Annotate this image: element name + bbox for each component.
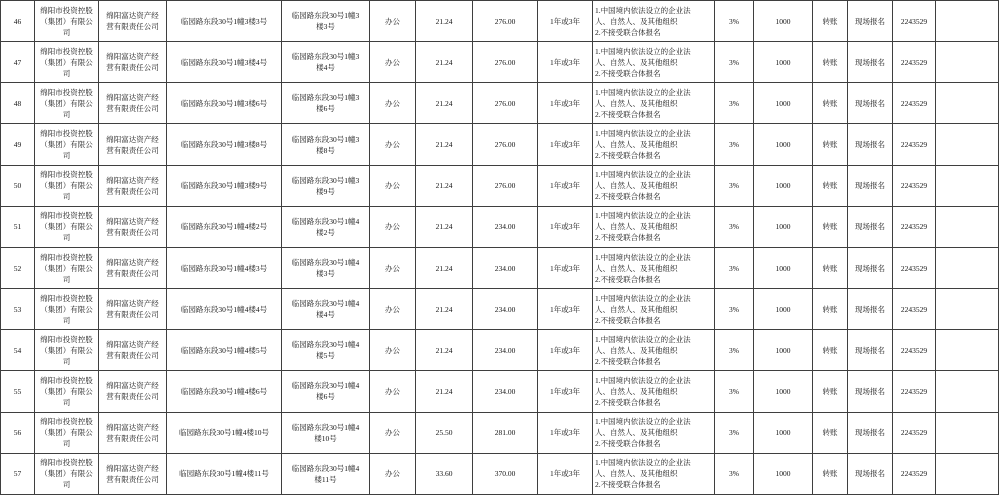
cell-registration: 现场报名 xyxy=(848,165,893,206)
cell-owner: 绵阳市投资控股 （集团）有限公司 xyxy=(35,453,99,494)
cell-deposit-amount: 1000 xyxy=(754,330,813,371)
cell-address-short: 临园路东段30号1幢3 楼6号 xyxy=(282,83,370,124)
cell-price: 234.00 xyxy=(473,330,538,371)
cell-area: 21.24 xyxy=(416,247,473,288)
cell-registration: 现场报名 xyxy=(848,289,893,330)
cell-term: 1年或3年 xyxy=(538,42,593,83)
cell-registration: 现场报名 xyxy=(848,371,893,412)
cell-owner: 绵阳市投资控股 （集团）有限公司 xyxy=(35,1,99,42)
cell-payment-method: 转账 xyxy=(813,371,848,412)
cell-deposit-amount: 1000 xyxy=(754,124,813,165)
cell-use-type: 办公 xyxy=(370,412,416,453)
cell-owner: 绵阳市投资控股 （集团）有限公司 xyxy=(35,247,99,288)
cell-address-short: 临园路东段30号1幢3 楼3号 xyxy=(282,1,370,42)
cell-use-type: 办公 xyxy=(370,165,416,206)
cell-term: 1年或3年 xyxy=(538,1,593,42)
cell-price: 276.00 xyxy=(473,83,538,124)
cell-deposit-amount: 1000 xyxy=(754,453,813,494)
cell-contact: 2243529 xyxy=(893,453,936,494)
cell-seq: 52 xyxy=(1,247,35,288)
cell-price: 234.00 xyxy=(473,371,538,412)
cell-registration: 现场报名 xyxy=(848,1,893,42)
cell-term: 1年或3年 xyxy=(538,165,593,206)
table-row xyxy=(1,124,999,165)
cell-remark xyxy=(936,1,999,42)
cell-address-short: 临园路东段30号1幢4 楼10号 xyxy=(282,412,370,453)
cell-area: 25.50 xyxy=(416,412,473,453)
cell-address-short: 临园路东段30号1幢3 楼4号 xyxy=(282,42,370,83)
cell-term: 1年或3年 xyxy=(538,412,593,453)
cell-seq: 51 xyxy=(1,206,35,247)
cell-term: 1年或3年 xyxy=(538,289,593,330)
cell-use-type: 办公 xyxy=(370,247,416,288)
cell-owner: 绵阳市投资控股 （集团）有限公司 xyxy=(35,330,99,371)
table-row xyxy=(1,453,999,494)
cell-eligibility: 1.中国境内依法设立的企业法 人、自然人、及其他组织 2.不接受联合体报名 xyxy=(593,165,715,206)
cell-operator: 绵阳富达资产经 营有限责任公司 xyxy=(99,83,167,124)
cell-remark xyxy=(936,289,999,330)
cell-eligibility: 1.中国境内依法设立的企业法 人、自然人、及其他组织 2.不接受联合体报名 xyxy=(593,247,715,288)
cell-eligibility: 1.中国境内依法设立的企业法 人、自然人、及其他组织 2.不接受联合体报名 xyxy=(593,42,715,83)
cell-deposit-amount: 1000 xyxy=(754,371,813,412)
cell-contact: 2243529 xyxy=(893,42,936,83)
cell-term: 1年或3年 xyxy=(538,371,593,412)
cell-deposit-rate: 3% xyxy=(715,206,754,247)
cell-price: 276.00 xyxy=(473,165,538,206)
cell-address-short: 临园路东段30号1幢4 楼11号 xyxy=(282,453,370,494)
cell-operator: 绵阳富达资产经 营有限责任公司 xyxy=(99,1,167,42)
cell-address: 临园路东段30号1幢4楼3号 xyxy=(167,247,282,288)
cell-payment-method: 转账 xyxy=(813,412,848,453)
cell-seq: 50 xyxy=(1,165,35,206)
cell-address-short: 临园路东段30号1幢3 楼9号 xyxy=(282,165,370,206)
cell-owner: 绵阳市投资控股 （集团）有限公司 xyxy=(35,42,99,83)
cell-eligibility: 1.中国境内依法设立的企业法 人、自然人、及其他组织 2.不接受联合体报名 xyxy=(593,412,715,453)
cell-term: 1年或3年 xyxy=(538,453,593,494)
table-row xyxy=(1,247,999,288)
cell-use-type: 办公 xyxy=(370,1,416,42)
cell-address: 临园路东段30号1幢3楼4号 xyxy=(167,42,282,83)
cell-use-type: 办公 xyxy=(370,83,416,124)
table-row xyxy=(1,83,999,124)
cell-deposit-amount: 1000 xyxy=(754,83,813,124)
cell-deposit-rate: 3% xyxy=(715,83,754,124)
cell-price: 234.00 xyxy=(473,247,538,288)
cell-price: 234.00 xyxy=(473,206,538,247)
cell-contact: 2243529 xyxy=(893,371,936,412)
table-row xyxy=(1,330,999,371)
cell-deposit-amount: 1000 xyxy=(754,165,813,206)
cell-address-short: 临园路东段30号1幢4 楼2号 xyxy=(282,206,370,247)
cell-contact: 2243529 xyxy=(893,289,936,330)
cell-owner: 绵阳市投资控股 （集团）有限公司 xyxy=(35,124,99,165)
cell-contact: 2243529 xyxy=(893,83,936,124)
cell-use-type: 办公 xyxy=(370,42,416,83)
cell-payment-method: 转账 xyxy=(813,330,848,371)
cell-operator: 绵阳富达资产经 营有限责任公司 xyxy=(99,165,167,206)
cell-use-type: 办公 xyxy=(370,124,416,165)
cell-address-short: 临园路东段30号1幢3 楼8号 xyxy=(282,124,370,165)
cell-area: 21.24 xyxy=(416,289,473,330)
cell-deposit-rate: 3% xyxy=(715,124,754,165)
cell-deposit-rate: 3% xyxy=(715,165,754,206)
cell-seq: 53 xyxy=(1,289,35,330)
cell-owner: 绵阳市投资控股 （集团）有限公司 xyxy=(35,412,99,453)
cell-payment-method: 转账 xyxy=(813,83,848,124)
cell-deposit-amount: 1000 xyxy=(754,289,813,330)
cell-remark xyxy=(936,247,999,288)
table-row xyxy=(1,165,999,206)
cell-deposit-amount: 1000 xyxy=(754,42,813,83)
cell-remark xyxy=(936,371,999,412)
cell-address: 临园路东段30号1幢4楼11号 xyxy=(167,453,282,494)
cell-payment-method: 转账 xyxy=(813,42,848,83)
cell-address-short: 临园路东段30号1幢4 楼6号 xyxy=(282,371,370,412)
cell-address: 临园路东段30号1幢3楼3号 xyxy=(167,1,282,42)
cell-price: 234.00 xyxy=(473,289,538,330)
cell-operator: 绵阳富达资产经 营有限责任公司 xyxy=(99,206,167,247)
cell-operator: 绵阳富达资产经 营有限责任公司 xyxy=(99,124,167,165)
cell-eligibility: 1.中国境内依法设立的企业法 人、自然人、及其他组织 2.不接受联合体报名 xyxy=(593,206,715,247)
cell-term: 1年或3年 xyxy=(538,83,593,124)
cell-operator: 绵阳富达资产经 营有限责任公司 xyxy=(99,247,167,288)
table-row xyxy=(1,289,999,330)
cell-owner: 绵阳市投资控股 （集团）有限公司 xyxy=(35,165,99,206)
cell-operator: 绵阳富达资产经 营有限责任公司 xyxy=(99,453,167,494)
cell-remark xyxy=(936,83,999,124)
cell-owner: 绵阳市投资控股 （集团）有限公司 xyxy=(35,83,99,124)
cell-remark xyxy=(936,412,999,453)
cell-address: 临园路东段30号1幢3楼6号 xyxy=(167,83,282,124)
cell-deposit-rate: 3% xyxy=(715,1,754,42)
cell-address: 临园路东段30号1幢4楼4号 xyxy=(167,289,282,330)
cell-owner: 绵阳市投资控股 （集团）有限公司 xyxy=(35,289,99,330)
cell-deposit-rate: 3% xyxy=(715,330,754,371)
table-row xyxy=(1,371,999,412)
cell-payment-method: 转账 xyxy=(813,124,848,165)
cell-remark xyxy=(936,42,999,83)
cell-payment-method: 转账 xyxy=(813,247,848,288)
cell-registration: 现场报名 xyxy=(848,124,893,165)
cell-area: 21.24 xyxy=(416,371,473,412)
cell-deposit-amount: 1000 xyxy=(754,1,813,42)
cell-area: 21.24 xyxy=(416,1,473,42)
cell-contact: 2243529 xyxy=(893,412,936,453)
cell-eligibility: 1.中国境内依法设立的企业法 人、自然人、及其他组织 2.不接受联合体报名 xyxy=(593,330,715,371)
cell-remark xyxy=(936,124,999,165)
cell-area: 21.24 xyxy=(416,42,473,83)
cell-owner: 绵阳市投资控股 （集团）有限公司 xyxy=(35,371,99,412)
cell-operator: 绵阳富达资产经 营有限责任公司 xyxy=(99,289,167,330)
cell-eligibility: 1.中国境内依法设立的企业法 人、自然人、及其他组织 2.不接受联合体报名 xyxy=(593,124,715,165)
cell-use-type: 办公 xyxy=(370,289,416,330)
cell-term: 1年或3年 xyxy=(538,206,593,247)
cell-deposit-rate: 3% xyxy=(715,453,754,494)
cell-deposit-rate: 3% xyxy=(715,412,754,453)
cell-price: 370.00 xyxy=(473,453,538,494)
cell-seq: 55 xyxy=(1,371,35,412)
cell-term: 1年或3年 xyxy=(538,330,593,371)
table-row xyxy=(1,42,999,83)
cell-address: 临园路东段30号1幢4楼6号 xyxy=(167,371,282,412)
cell-deposit-amount: 1000 xyxy=(754,412,813,453)
cell-address: 临园路东段30号1幢4楼2号 xyxy=(167,206,282,247)
cell-deposit-rate: 3% xyxy=(715,371,754,412)
cell-operator: 绵阳富达资产经 营有限责任公司 xyxy=(99,330,167,371)
cell-seq: 57 xyxy=(1,453,35,494)
cell-remark xyxy=(936,165,999,206)
cell-eligibility: 1.中国境内依法设立的企业法 人、自然人、及其他组织 2.不接受联合体报名 xyxy=(593,453,715,494)
cell-address-short: 临园路东段30号1幢4 楼4号 xyxy=(282,289,370,330)
cell-remark xyxy=(936,206,999,247)
cell-deposit-amount: 1000 xyxy=(754,206,813,247)
table-row xyxy=(1,412,999,453)
cell-contact: 2243529 xyxy=(893,330,936,371)
cell-payment-method: 转账 xyxy=(813,165,848,206)
cell-registration: 现场报名 xyxy=(848,453,893,494)
cell-use-type: 办公 xyxy=(370,330,416,371)
cell-payment-method: 转账 xyxy=(813,453,848,494)
cell-registration: 现场报名 xyxy=(848,42,893,83)
cell-payment-method: 转账 xyxy=(813,289,848,330)
cell-address: 临园路东段30号1幢4楼5号 xyxy=(167,330,282,371)
cell-price: 276.00 xyxy=(473,1,538,42)
cell-eligibility: 1.中国境内依法设立的企业法 人、自然人、及其他组织 2.不接受联合体报名 xyxy=(593,83,715,124)
cell-operator: 绵阳富达资产经 营有限责任公司 xyxy=(99,42,167,83)
cell-use-type: 办公 xyxy=(370,371,416,412)
cell-term: 1年或3年 xyxy=(538,124,593,165)
cell-area: 21.24 xyxy=(416,124,473,165)
cell-seq: 47 xyxy=(1,42,35,83)
cell-registration: 现场报名 xyxy=(848,412,893,453)
cell-area: 21.24 xyxy=(416,206,473,247)
cell-deposit-amount: 1000 xyxy=(754,247,813,288)
cell-deposit-rate: 3% xyxy=(715,289,754,330)
cell-use-type: 办公 xyxy=(370,206,416,247)
cell-owner: 绵阳市投资控股 （集团）有限公司 xyxy=(35,206,99,247)
cell-price: 276.00 xyxy=(473,42,538,83)
cell-eligibility: 1.中国境内依法设立的企业法 人、自然人、及其他组织 2.不接受联合体报名 xyxy=(593,289,715,330)
cell-address: 临园路东段30号1幢4楼10号 xyxy=(167,412,282,453)
cell-registration: 现场报名 xyxy=(848,330,893,371)
cell-address-short: 临园路东段30号1幢4 楼5号 xyxy=(282,330,370,371)
cell-contact: 2243529 xyxy=(893,206,936,247)
cell-area: 33.60 xyxy=(416,453,473,494)
cell-contact: 2243529 xyxy=(893,247,936,288)
cell-seq: 56 xyxy=(1,412,35,453)
cell-operator: 绵阳富达资产经 营有限责任公司 xyxy=(99,412,167,453)
cell-eligibility: 1.中国境内依法设立的企业法 人、自然人、及其他组织 2.不接受联合体报名 xyxy=(593,371,715,412)
cell-registration: 现场报名 xyxy=(848,247,893,288)
table-row xyxy=(1,1,999,42)
cell-address: 临园路东段30号1幢3楼8号 xyxy=(167,124,282,165)
cell-area: 21.24 xyxy=(416,83,473,124)
table-row xyxy=(1,206,999,247)
cell-registration: 现场报名 xyxy=(848,83,893,124)
cell-seq: 46 xyxy=(1,1,35,42)
cell-seq: 48 xyxy=(1,83,35,124)
cell-seq: 49 xyxy=(1,124,35,165)
cell-address: 临园路东段30号1幢3楼9号 xyxy=(167,165,282,206)
cell-contact: 2243529 xyxy=(893,1,936,42)
cell-deposit-rate: 3% xyxy=(715,42,754,83)
cell-area: 21.24 xyxy=(416,165,473,206)
cell-price: 276.00 xyxy=(473,124,538,165)
cell-term: 1年或3年 xyxy=(538,247,593,288)
cell-contact: 2243529 xyxy=(893,165,936,206)
cell-remark xyxy=(936,453,999,494)
cell-address-short: 临园路东段30号1幢4 楼3号 xyxy=(282,247,370,288)
cell-contact: 2243529 xyxy=(893,124,936,165)
cell-payment-method: 转账 xyxy=(813,206,848,247)
cell-eligibility: 1.中国境内依法设立的企业法 人、自然人、及其他组织 2.不接受联合体报名 xyxy=(593,1,715,42)
cell-payment-method: 转账 xyxy=(813,1,848,42)
cell-price: 281.00 xyxy=(473,412,538,453)
cell-operator: 绵阳富达资产经 营有限责任公司 xyxy=(99,371,167,412)
cell-area: 21.24 xyxy=(416,330,473,371)
cell-remark xyxy=(936,330,999,371)
cell-use-type: 办公 xyxy=(370,453,416,494)
cell-seq: 54 xyxy=(1,330,35,371)
cell-deposit-rate: 3% xyxy=(715,247,754,288)
cell-registration: 现场报名 xyxy=(848,206,893,247)
